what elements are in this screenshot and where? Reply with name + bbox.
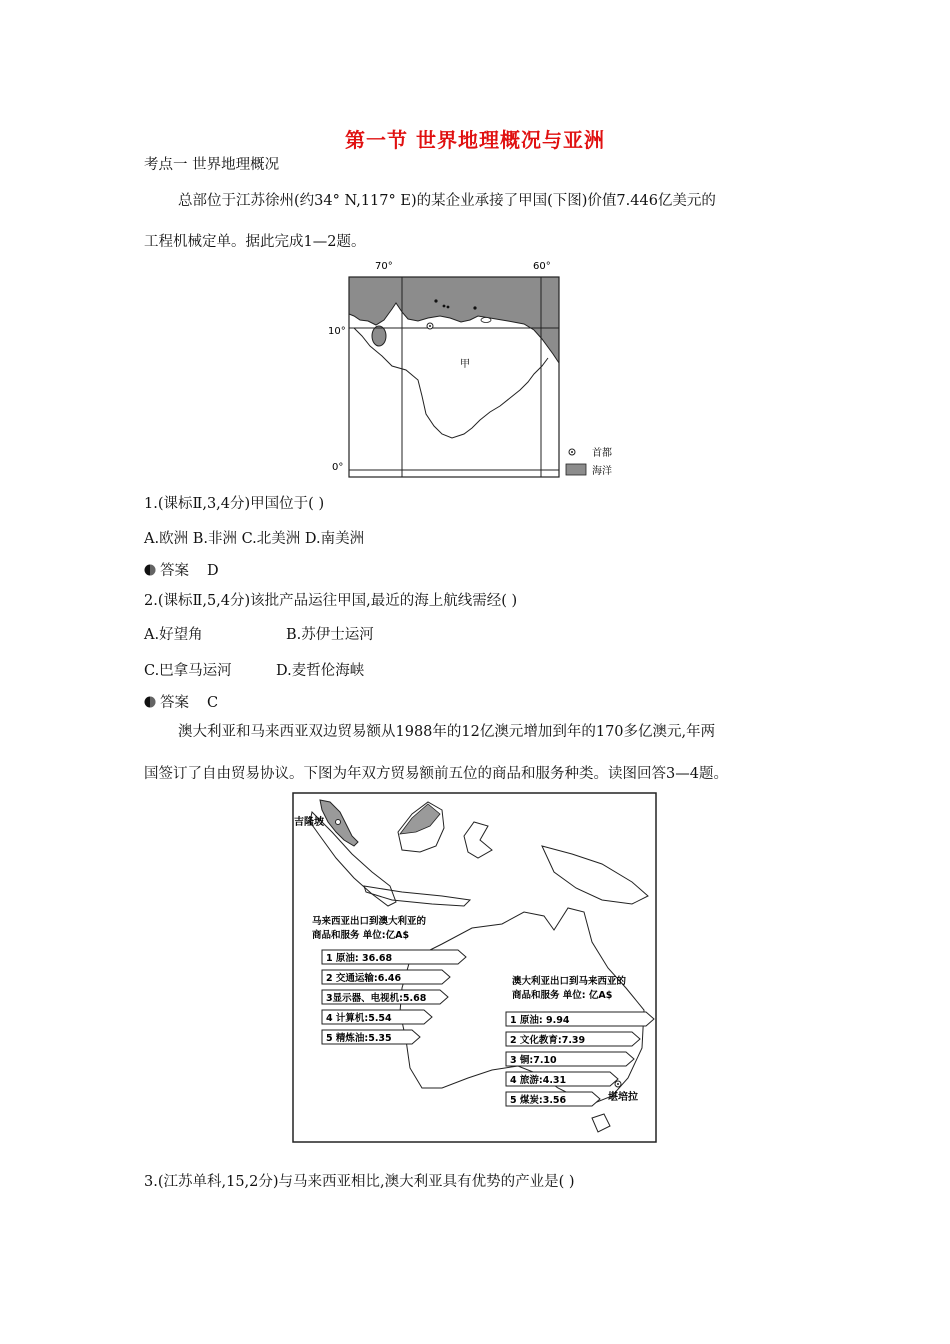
intro-paragraph-1-line-1: 总部位于江苏徐州(约34° N,117° E)的某企业承接了甲国(下图)价值7.446亿美元的 bbox=[178, 193, 716, 209]
lat-label-top: 10° bbox=[328, 326, 346, 337]
section-heading: 考点一 世界地理概况 bbox=[144, 157, 280, 173]
map-australia-malaysia-trade bbox=[292, 792, 658, 1144]
left-panel-title-2: 商品和服务 单位:亿A$ bbox=[312, 930, 410, 941]
answer-value: D bbox=[207, 563, 219, 579]
capital-dot bbox=[429, 325, 431, 327]
left-item-1: 1 原油: 36.68 bbox=[326, 953, 393, 964]
intro-paragraph-2-line-2: 国签订了自由贸易协议。下图为年双方贸易额前五位的商品和服务种类。读图回答3—4题。 bbox=[144, 766, 728, 782]
left-item-5: 5 精炼油:5.35 bbox=[326, 1033, 392, 1044]
canberra-label: 堪培拉 bbox=[608, 1092, 638, 1103]
question-2-option-c: C.巴拿马运河 bbox=[144, 663, 232, 679]
right-item-2: 2 文化教育:7.39 bbox=[510, 1035, 586, 1046]
left-item-4: 4 计算机:5.54 bbox=[326, 1013, 392, 1024]
question-1-answer bbox=[144, 559, 219, 580]
island bbox=[434, 299, 437, 302]
lon-label-right: 60° bbox=[533, 261, 551, 272]
question-2-stem: 2.(课标Ⅱ,5,4分)该批产品运往甲国,最近的海上航线需经( ) bbox=[144, 593, 518, 609]
question-3-stem: 3.(江苏单科,15,2分)与马来西亚相比,澳大利亚具有优势的产业是( ) bbox=[144, 1174, 575, 1190]
ocean-area bbox=[349, 277, 559, 363]
answer-value: C bbox=[207, 695, 219, 711]
map-country-jia bbox=[320, 256, 630, 482]
intro-paragraph-2-line-1: 澳大利亚和马来西亚双边贸易额从1988年的12亿澳元增加到年的170多亿澳元,年两 bbox=[178, 724, 716, 740]
kuala-lumpur-dot bbox=[336, 820, 341, 825]
right-item-1: 1 原油: 9.94 bbox=[510, 1015, 570, 1026]
lake bbox=[372, 326, 386, 346]
island bbox=[473, 306, 476, 309]
legend-capital-label: 首都 bbox=[592, 448, 612, 459]
right-item-3: 3 铜:7.10 bbox=[510, 1055, 557, 1066]
canberra-dot bbox=[617, 1083, 619, 1085]
question-1-stem: 1.(课标Ⅱ,3,4分)甲国位于( ) bbox=[144, 496, 325, 512]
left-item-3: 3显示器、电视机:5.68 bbox=[326, 993, 427, 1004]
island bbox=[447, 306, 450, 309]
right-panel-title-1: 澳大利亚出口到马来西亚的 bbox=[512, 976, 627, 987]
legend-ocean-label: 海洋 bbox=[592, 466, 612, 477]
question-1-options: A.欧洲 B.非洲 C.北美洲 D.南美洲 bbox=[144, 531, 365, 547]
answer-bullet-icon bbox=[144, 564, 156, 576]
island bbox=[481, 318, 491, 323]
question-2-answer bbox=[144, 691, 218, 712]
left-item-2: 2 交通运输:6.46 bbox=[326, 973, 402, 984]
legend-capital-dot bbox=[571, 451, 573, 453]
question-2-option-d: D.麦哲伦海峡 bbox=[276, 663, 365, 679]
answer-bullet-icon bbox=[144, 696, 156, 708]
island bbox=[443, 305, 446, 308]
right-item-5: 5 煤炭:3.56 bbox=[510, 1095, 567, 1106]
right-item-4: 4 旅游:4.31 bbox=[510, 1075, 567, 1086]
left-panel-title-1: 马来西亚出口到澳大利亚的 bbox=[312, 916, 427, 927]
lat-label-bottom: 0° bbox=[332, 462, 344, 473]
kuala-lumpur-label: 吉隆坡 bbox=[294, 817, 324, 828]
answer-label: 答案 bbox=[160, 695, 189, 711]
right-panel-title-2: 商品和服务 单位: 亿A$ bbox=[512, 990, 613, 1001]
page-title: 第一节 世界地理概况与亚洲 bbox=[345, 128, 605, 152]
legend-ocean-swatch bbox=[566, 464, 586, 475]
country-label: 甲 bbox=[460, 359, 470, 370]
question-2-option-b: B.苏伊士运河 bbox=[286, 627, 374, 643]
lon-label-left: 70° bbox=[375, 261, 393, 272]
question-2-option-a: A.好望角 bbox=[144, 627, 203, 643]
answer-label: 答案 bbox=[160, 563, 189, 579]
intro-paragraph-1-line-2: 工程机械定单。据此完成1—2题。 bbox=[144, 234, 366, 250]
